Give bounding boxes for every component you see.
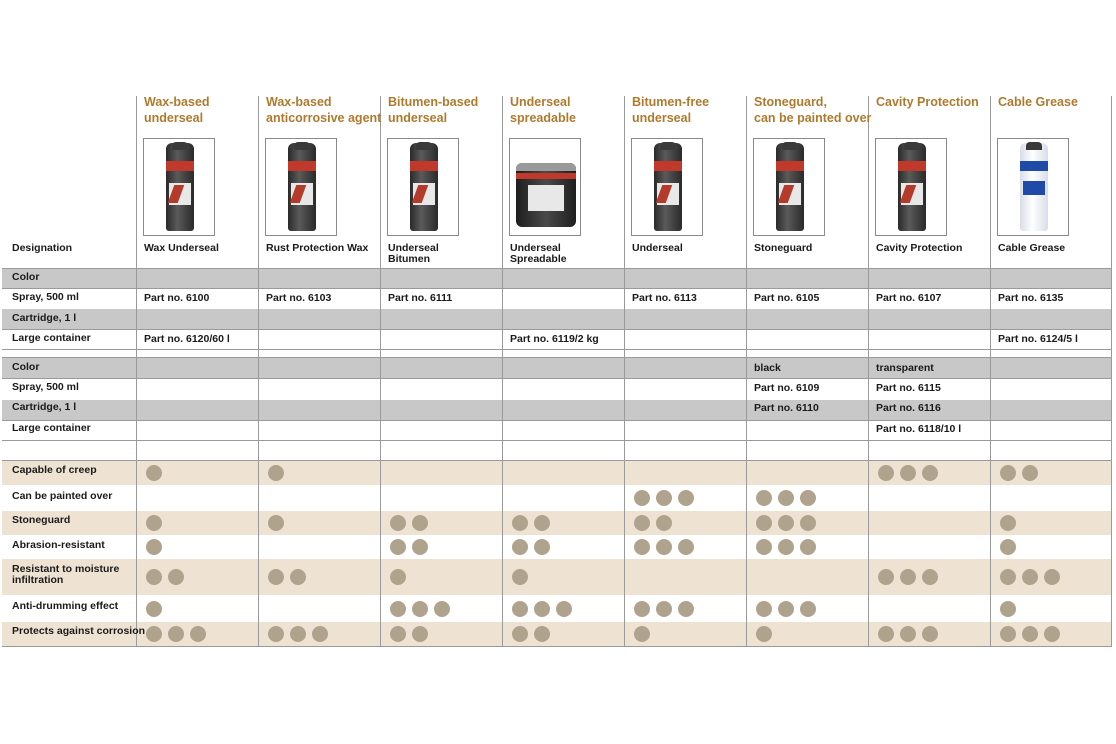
row-divider (2, 378, 1111, 379)
part-number-cell: Part no. 6116 (876, 402, 941, 414)
rating-dot (922, 569, 938, 585)
rating-dot (412, 539, 428, 555)
row-divider (2, 349, 1111, 350)
rating-dot (268, 569, 284, 585)
rating-dot (634, 539, 650, 555)
part-number-cell: Part no. 6105 (754, 292, 820, 304)
spray-can-cap (1026, 142, 1042, 150)
column-header-title: Wax-based underseal (144, 95, 210, 125)
rating-dot (390, 539, 406, 555)
rating-dot (146, 626, 162, 642)
rating-dot (146, 465, 162, 481)
rating-dot (290, 569, 306, 585)
column-divider (624, 96, 625, 647)
rating-dot (878, 626, 894, 642)
row-label: Color (12, 361, 40, 373)
rating-dot (922, 465, 938, 481)
spray-can-icon (1020, 143, 1048, 231)
rating-dot (412, 515, 428, 531)
spray-can-icon (776, 143, 804, 231)
rating-dot (678, 601, 694, 617)
rating-dot (634, 490, 650, 506)
spray-can-cap (294, 142, 310, 150)
rating-dot (1000, 515, 1016, 531)
rating-dot (756, 601, 772, 617)
rating-dot (168, 626, 184, 642)
rating-dot (878, 465, 894, 481)
row-label: Color (12, 271, 40, 283)
column-divider (136, 96, 137, 647)
rating-label: Abrasion-resistant (12, 539, 105, 551)
tin-can-icon (516, 163, 576, 227)
rating-dot (634, 515, 650, 531)
gray-row-band (2, 358, 1111, 378)
rating-dot (756, 515, 772, 531)
spray-can-band (410, 161, 438, 171)
rating-dot (146, 539, 162, 555)
part-number-cell: Part no. 6120/60 l (144, 333, 230, 345)
spray-can-band (654, 161, 682, 171)
product-name: Underseal (632, 242, 683, 254)
column-divider (990, 96, 991, 647)
row-label: Cartridge, 1 l (12, 401, 77, 413)
part-number-cell: Part no. 6119/2 kg (510, 333, 599, 345)
rating-dot (534, 626, 550, 642)
column-header-title: Cable Grease (998, 95, 1078, 109)
rating-dot (1022, 465, 1038, 481)
column-divider (746, 96, 747, 647)
rating-dot (1022, 626, 1038, 642)
row-label: Spray, 500 ml (12, 291, 79, 303)
row-divider (2, 288, 1111, 289)
rating-dot (800, 515, 816, 531)
rating-dot (290, 626, 306, 642)
column-divider (258, 96, 259, 647)
gray-row-band (2, 309, 1111, 329)
row-divider (2, 420, 1111, 421)
rating-dot (534, 515, 550, 531)
spray-can-icon (288, 143, 316, 231)
part-number-cell: Part no. 6135 (998, 292, 1064, 304)
part-number-cell: Part no. 6111 (388, 292, 453, 304)
row-divider (2, 268, 1111, 269)
rating-dot (1000, 569, 1016, 585)
rating-dot (634, 601, 650, 617)
rating-dot (800, 601, 816, 617)
row-divider (2, 646, 1111, 647)
product-image (753, 138, 825, 236)
rating-dot (756, 626, 772, 642)
rating-dot (900, 569, 916, 585)
rating-dot (878, 569, 894, 585)
tan-row-band (2, 511, 1111, 535)
part-number-cell: black (754, 362, 781, 374)
product-name: Underseal Spreadable (510, 242, 567, 265)
part-number-cell: Part no. 6118/10 l (876, 423, 962, 435)
rating-dot (390, 601, 406, 617)
product-name: Rust Protection Wax (266, 242, 369, 254)
rating-dot (1000, 539, 1016, 555)
rating-dot (1022, 569, 1038, 585)
spray-can-cap (660, 142, 676, 150)
spray-can-cap (416, 142, 432, 150)
tan-row-band (2, 461, 1111, 485)
rating-dot (778, 539, 794, 555)
column-divider (502, 96, 503, 647)
rating-dot (146, 569, 162, 585)
spray-can-band (166, 161, 194, 171)
column-divider (868, 96, 869, 647)
rating-dot (634, 626, 650, 642)
spray-can-cap (904, 142, 920, 150)
row-label: Cartridge, 1 l (12, 312, 77, 324)
row-divider (2, 460, 1111, 461)
tin-band (516, 173, 576, 179)
rating-dot (512, 539, 528, 555)
column-header-title: Cavity Protection (876, 95, 979, 109)
rating-label: Can be painted over (12, 490, 113, 502)
product-name: Underseal Bitumen (388, 242, 439, 265)
row-label: Large container (12, 332, 91, 344)
spray-can-cap (782, 142, 798, 150)
spray-can-label (1023, 181, 1045, 195)
rating-dot (168, 569, 184, 585)
product-name: Stoneguard (754, 242, 813, 254)
rating-dot (678, 539, 694, 555)
row-label: Spray, 500 ml (12, 381, 79, 393)
spray-can-icon (166, 143, 194, 231)
rating-dot (146, 515, 162, 531)
part-number-cell: Part no. 6103 (266, 292, 332, 304)
product-image (631, 138, 703, 236)
row-divider (2, 357, 1111, 358)
spray-can-band (1020, 161, 1048, 171)
rating-label: Stoneguard (12, 514, 71, 526)
tin-label (528, 185, 564, 211)
rating-dot (268, 626, 284, 642)
rating-label: Protects against corrosion (12, 625, 146, 637)
rating-dot (656, 490, 672, 506)
spray-can-band (898, 161, 926, 171)
rating-label: Anti-drumming effect (12, 600, 119, 612)
product-image (143, 138, 215, 236)
part-number-cell: Part no. 6110 (754, 402, 819, 414)
product-image (265, 138, 337, 236)
rating-dot (390, 626, 406, 642)
row-divider (2, 440, 1111, 441)
rating-dot (900, 465, 916, 481)
rating-dot (412, 626, 428, 642)
rating-label: Resistant to moisture infiltration (12, 563, 120, 586)
gray-row-band (2, 268, 1111, 288)
product-image (509, 138, 581, 236)
rating-dot (678, 490, 694, 506)
rating-dot (312, 626, 328, 642)
rating-dot (412, 601, 428, 617)
rating-dot (1044, 626, 1060, 642)
gray-row-band (2, 400, 1111, 420)
part-number-cell: Part no. 6109 (754, 382, 820, 394)
rating-dot (1000, 626, 1016, 642)
part-number-cell: transparent (876, 362, 934, 374)
part-number-cell: Part no. 6100 (144, 292, 210, 304)
rating-dot (190, 626, 206, 642)
spray-can-icon (654, 143, 682, 231)
spray-can-band (776, 161, 804, 171)
part-number-cell: Part no. 6113 (632, 292, 697, 304)
designation-label: Designation (12, 242, 73, 254)
part-number-cell: Part no. 6107 (876, 292, 942, 304)
rating-dot (778, 601, 794, 617)
rating-dot (756, 490, 772, 506)
column-header-title: Underseal spreadable (510, 95, 577, 125)
rating-dot (146, 601, 162, 617)
rating-label: Capable of creep (12, 464, 97, 476)
product-image (387, 138, 459, 236)
rating-dot (512, 601, 528, 617)
column-header-title: Bitumen-free underseal (632, 95, 710, 125)
column-divider (1111, 96, 1112, 647)
rating-dot (534, 539, 550, 555)
product-name: Cavity Protection (876, 242, 963, 254)
row-divider (2, 329, 1111, 330)
rating-dot (1000, 601, 1016, 617)
rating-dot (390, 569, 406, 585)
rating-dot (512, 515, 528, 531)
spray-can-cap (172, 142, 188, 150)
rating-dot (434, 601, 450, 617)
column-header-title: Stoneguard, can be painted over (754, 95, 872, 125)
rating-dot (778, 490, 794, 506)
rating-dot (756, 539, 772, 555)
product-name: Cable Grease (998, 242, 1066, 254)
rating-dot (900, 626, 916, 642)
rating-dot (390, 515, 406, 531)
rating-dot (1044, 569, 1060, 585)
rating-dot (512, 569, 528, 585)
tin-rim (516, 163, 576, 171)
rating-dot (778, 515, 794, 531)
part-number-cell: Part no. 6124/5 l (998, 333, 1078, 345)
part-number-cell: Part no. 6115 (876, 382, 941, 394)
column-header-title: Wax-based anticorrosive agent (266, 95, 382, 125)
spray-can-band (288, 161, 316, 171)
column-header-title: Bitumen-based underseal (388, 95, 479, 125)
rating-dot (512, 626, 528, 642)
rating-dot (656, 539, 672, 555)
rating-dot (268, 465, 284, 481)
spray-can-icon (410, 143, 438, 231)
rating-dot (268, 515, 284, 531)
rating-dot (800, 490, 816, 506)
rating-dot (534, 601, 550, 617)
column-divider (380, 96, 381, 647)
product-image (997, 138, 1069, 236)
rating-dot (656, 515, 672, 531)
rating-dot (556, 601, 572, 617)
product-name: Wax Underseal (144, 242, 219, 254)
product-image (875, 138, 947, 236)
rating-dot (1000, 465, 1016, 481)
rating-dot (656, 601, 672, 617)
rating-dot (922, 626, 938, 642)
row-label: Large container (12, 422, 91, 434)
rating-dot (800, 539, 816, 555)
spray-can-icon (898, 143, 926, 231)
